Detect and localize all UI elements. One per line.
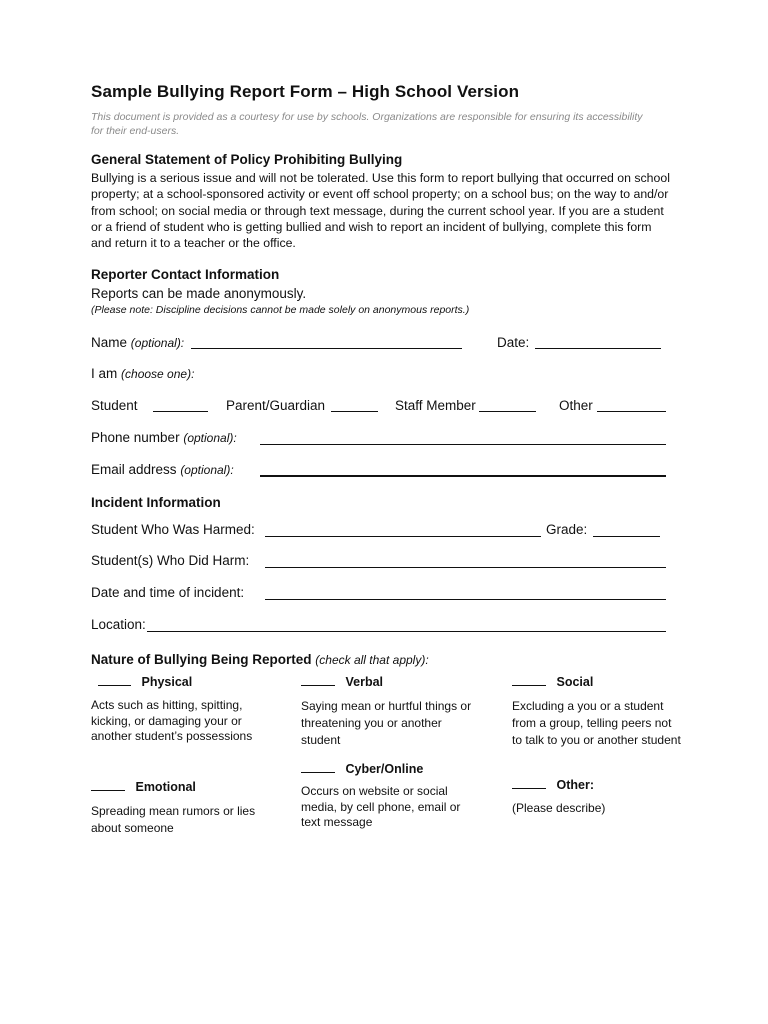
role-other-checkbox[interactable] <box>597 411 666 412</box>
emotional-option[interactable]: Emotional <box>91 780 196 794</box>
email-label: Email address (optional): <box>91 462 234 477</box>
social-desc: Excluding a you or a student from a group, telling peers not to talk to you or another student <box>512 699 681 747</box>
other-desc: (Please describe) <box>512 801 606 815</box>
grade-label: Grade: <box>546 522 588 537</box>
physical-desc: Acts such as hitting, spitting, kicking, or damaging your or another student’s possessions <box>91 698 253 743</box>
cyber-checkbox[interactable] <box>301 771 335 773</box>
other-option[interactable]: Other: <box>512 778 594 792</box>
date-label: Date: <box>497 335 530 350</box>
name-field[interactable] <box>191 348 462 349</box>
location-label: Location: <box>91 617 146 632</box>
incident-heading: Incident Information <box>91 495 221 510</box>
cyber-desc: Occurs on website or social media, by cell phone, email or text message <box>301 784 461 829</box>
role-parent-label: Parent/Guardian <box>226 398 326 413</box>
harmed-label: Student Who Was Harmed: <box>91 522 255 537</box>
verbal-option[interactable]: Verbal <box>301 675 383 689</box>
policy-heading: General Statement of Policy Prohibiting Bullying <box>91 152 403 167</box>
cyber-option[interactable]: Cyber/Online <box>301 762 423 776</box>
date-field[interactable] <box>535 348 661 349</box>
role-parent-checkbox[interactable] <box>331 411 378 412</box>
verbal-desc: Saying mean or hurtful things or threatening you or another student <box>301 699 472 747</box>
role-student-checkbox[interactable] <box>153 411 208 412</box>
emotional-checkbox[interactable] <box>91 789 125 791</box>
grade-field[interactable] <box>593 536 660 537</box>
datetime-label: Date and time of incident: <box>91 585 245 600</box>
anonymous-note: (Please note: Discipline decisions cannot be made solely on anonymous reports.) <box>91 304 470 316</box>
social-checkbox[interactable] <box>512 684 546 686</box>
role-other-label: Other <box>559 398 593 413</box>
anonymous-text: Reports can be made anonymously. <box>91 286 307 301</box>
location-field[interactable] <box>147 631 666 632</box>
name-label: Name (optional): <box>91 335 185 350</box>
role-student-label: Student <box>91 398 138 413</box>
email-field[interactable] <box>260 475 666 477</box>
harmed-field[interactable] <box>265 536 541 537</box>
disclaimer: This document is provided as a courtesy for use by schools. Organizations are responsible for ensuring its accessibility for their end-users. <box>91 111 643 137</box>
iam-label: I am (choose one): <box>91 366 195 381</box>
physical-checkbox[interactable] <box>98 684 131 686</box>
did-harm-field[interactable] <box>265 567 666 568</box>
role-staff-checkbox[interactable] <box>479 411 536 412</box>
nature-heading: Nature of Bullying Being Reported (check all that apply): <box>91 652 429 667</box>
did-harm-label: Student(s) Who Did Harm: <box>91 553 250 568</box>
physical-option[interactable]: Physical <box>98 675 192 689</box>
emotional-desc: Spreading mean rumors or lies about someone <box>91 804 256 835</box>
verbal-checkbox[interactable] <box>301 684 335 686</box>
datetime-field[interactable] <box>265 599 666 600</box>
role-staff-label: Staff Member <box>395 398 476 413</box>
reporter-heading: Reporter Contact Information <box>91 267 280 282</box>
social-option[interactable]: Social <box>512 675 593 689</box>
phone-field[interactable] <box>260 444 666 445</box>
other-checkbox[interactable] <box>512 787 546 789</box>
page-title: Sample Bullying Report Form – High School Version <box>91 82 520 101</box>
phone-label: Phone number (optional): <box>91 430 237 445</box>
policy-text: Bullying is a serious issue and will not be tolerated. Use this form to report bullying that occurred on school property; at a school-sponsored activity or event off school property; on a school bus; on the way to and/or from school; on social media or through text message, during the current school year. If you are a student or a friend of student who is getting bullied and wish to report an incident of bullying, complete this form and return it to a teacher or the office. <box>91 171 670 251</box>
